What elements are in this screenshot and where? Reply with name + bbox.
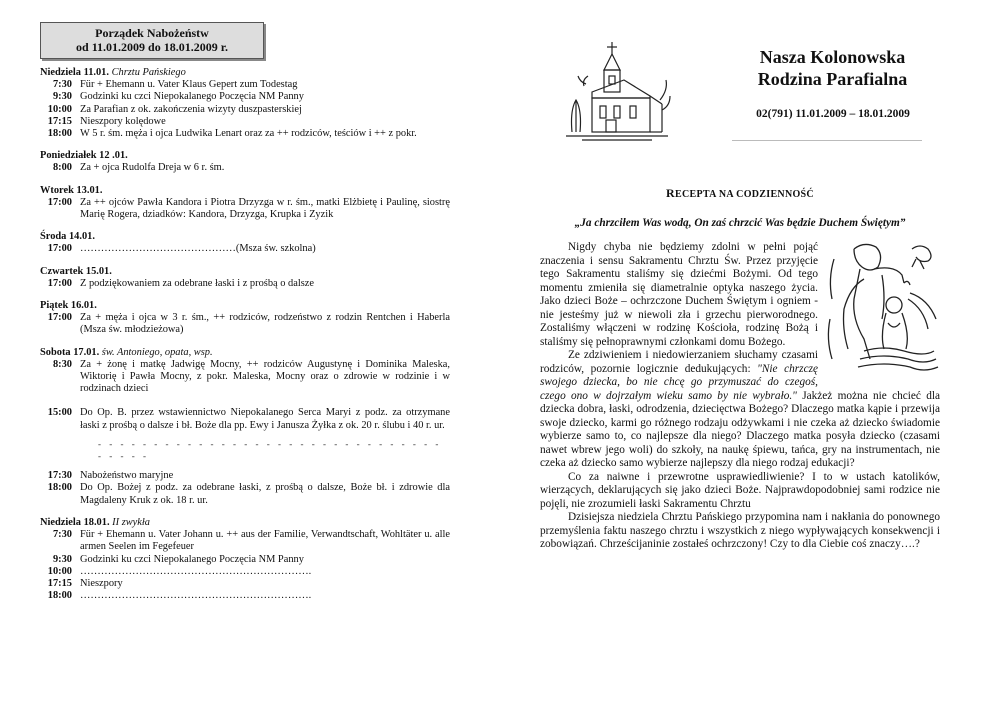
entry-time: 10:00 [47, 103, 72, 115]
entry-intention: Godzinki ku czci Niepokalanego Poczęcia NM Panny [80, 553, 304, 565]
entry-time: 17:00 [47, 196, 72, 208]
day-heading [40, 150, 450, 162]
entry-time: 18:00 [47, 482, 72, 494]
entry-time: 8:00 [52, 162, 72, 174]
schedule-header [40, 22, 264, 59]
schedule-entry [40, 482, 450, 506]
schedule-day [40, 300, 450, 337]
schedule-entry [40, 79, 450, 91]
entry-intention: Nabożeństwo maryjne [80, 470, 174, 482]
schedule-entry [40, 116, 450, 128]
masthead-divider [732, 140, 922, 141]
entry-time: 17:15 [47, 577, 72, 589]
issue-number: 02(791) 11.01.2009 – 18.01.2009 [756, 108, 910, 120]
schedule-entry [40, 128, 450, 140]
day-name: Czwartek 15.01. [40, 265, 112, 277]
entry-time: 7:30 [52, 79, 72, 91]
schedule-entry [40, 104, 450, 116]
schedule-entry [40, 566, 450, 578]
entry-intention: Nieszpory [80, 577, 123, 589]
masthead [540, 40, 940, 160]
entry-time: 8:30 [52, 358, 72, 370]
schedule-entry [40, 312, 450, 336]
schedule-entry [40, 91, 450, 103]
entry-intention: Godzinki ku czci Niepokalanego Poczęcia NM Panny [80, 91, 304, 103]
day-heading [40, 67, 450, 79]
day-name: Niedziela 18.01. [40, 516, 110, 528]
entry-intention: Für + Ehemann u. Vater Johann u. ++ aus der Familie, Verwandtschaft, Wohltäter u. alle armen Seelen im Fegefeuer [80, 529, 450, 553]
schedule-day [40, 185, 450, 222]
day-name: Poniedziałek 12 .01. [40, 150, 128, 162]
entry-intention: Za + żonę i matkę Jadwigę Mocny, ++ rodziców Augustynę i Dominika Maleska, Wiktorię i Pawła Mocny, z pokr. Maleska, Mocny oraz o zdrowie w rodzinie i w rodzinach dzieci [80, 358, 450, 395]
day-name: Wtorek 13.01. [40, 184, 103, 196]
entry-time: 17:30 [47, 470, 72, 482]
entry-intention: Do Op. Bożej z podz. za odebrane łaski, z prośbą o dalsze, Boże bł. i zdrowie dla Magdaleny Kruk z ok. 18 r. ur. [80, 482, 450, 506]
day-name: Środa 14.01. [40, 231, 95, 243]
right-column [540, 40, 940, 552]
liturgical-note: II zwykła [112, 516, 150, 528]
schedule-entry [40, 554, 450, 566]
schedule-entry [40, 578, 450, 590]
day-name: Sobota 17.01. [40, 346, 100, 358]
schedule-day [40, 67, 450, 140]
entry-time: 17:00 [47, 277, 72, 289]
entry-intention: …………………………………………………………. [80, 590, 312, 602]
entry-time: 17:15 [47, 115, 72, 127]
entry-intention: Za + męża i ojca w 3 r. śm., ++ rodziców, rodzeństwo z rodzin Rentchen i Haberla (Msza św. młodzieżowa) [80, 312, 450, 336]
day-heading [40, 231, 450, 243]
schedule-entry [40, 529, 450, 553]
entry-time: 9:30 [52, 91, 72, 103]
entry-time: 17:00 [47, 243, 72, 255]
schedule-day [40, 347, 450, 507]
article-body [540, 241, 940, 552]
schedule-day [40, 266, 450, 290]
entry-time: 10:00 [47, 565, 72, 577]
entry-intention: ………………………………………(Msza św. szkolna) [80, 243, 316, 255]
entry-time: 7:30 [52, 529, 72, 541]
entry-time: 9:30 [52, 553, 72, 565]
schedule-day [40, 150, 450, 174]
schedule-entry [40, 197, 450, 221]
paragraph-3: Co za naiwne i przewrotne usprawiedliwienie? I to w ustach katolików, wierzących, deklarujących się jako dzieci Boże. Najprawdopodobniej sami rodzice nie pojęli, nie zrozumieli łaski Sakramentu Chrztu [540, 470, 940, 510]
section-title: RECEPTA NA CODZIENNOŚĆ [666, 186, 814, 200]
schedule-day [40, 517, 450, 602]
dashed-divider: - - - - - - - - - - - - - - - - - - - - - - - - - - - - - - - - - - - - [98, 438, 442, 462]
schedule-entry [40, 395, 450, 407]
paragraph-2: Ze zdziwieniem i niedowierzaniem słuchamy czasami rodziców, pozornie logicznie dedukujących: "Nie chrzczę swojego dziecka, bo nie chcę go przymuszać do czegoś, czego ono w dojrzałym wieku samo by nie wybrało." Jakżeż można nie chcieć dla dziecka dobra, łaski, odrodzenia, dziecięctwa Bożego? Dlaczego matka kąpie i przewija swoje dziecko, karmi go różnego rodzaju odżywkami i nie czeka aż dziecko świadomie wybierze samo to, co najlepsze dla niego? Dlaczego matka posyła dziecko (czasami nawet wbrew jego woli) do szkoły, na naukę śpiewu, tańca, gry na instrumentach, nie czeka aż dziecko samo wybierze najlepszy dla niego rodzaj edukacji? [540, 349, 940, 469]
day-name: Niedziela 11.01. [40, 67, 109, 78]
entry-intention: Z podziękowaniem za odebrane łaski i z prośbą o dalsze [80, 277, 314, 289]
schedule-days [40, 67, 450, 602]
scripture-quote: „Ja chrzciłem Was wodą, On zaś chrzcić Was będzie Duchem Świętym” [574, 217, 906, 229]
schedule-entry [40, 278, 450, 290]
schedule-entry [40, 407, 450, 431]
day-heading [40, 185, 450, 197]
entry-time: 15:00 [47, 407, 72, 419]
schedule-title: Porządek Nabożeństw [95, 26, 209, 40]
church-drawing-icon [562, 40, 672, 150]
schedule-entry [40, 470, 450, 482]
liturgical-note: św. Antoniego, opata, wsp. [101, 346, 213, 358]
schedule-entry [40, 162, 450, 174]
entry-time: 18:00 [47, 590, 72, 602]
schedule-range: od 11.01.2009 do 18.01.2009 r. [76, 40, 228, 54]
day-heading [40, 347, 450, 359]
entry-intention: Nieszpory kolędowe [80, 115, 166, 127]
entry-intention: Für + Ehemann u. Vater Klaus Gepert zum Todestag [80, 79, 298, 91]
paragraph-1: Nigdy chyba nie będziemy zdolni w pełni pojąć znaczenia i sensu Sakramentu Chrztu Św. Przez przyjęcie tego Sakramentu staliśmy się dziećmi Bożymi. Od tego momentu zmieniła się diametralnie optyka naszego życia. Jako dzieci Boże – ochrzczone Duchem Świętym i ogniem - nie jesteśmy już w niewoli zła i grzechu pierworodnego. Zostaliśmy włączeni w rodzinę Kościoła, rodzinę Bożą i staliśmy się pełnoprawnymi członkami domu Bożego. [540, 241, 818, 348]
entry-time: 18:00 [47, 128, 72, 140]
liturgical-note: Chrztu Pańskiego [111, 67, 186, 78]
schedule-entry [40, 359, 450, 396]
mass-schedule [40, 22, 450, 602]
schedule-day [40, 231, 450, 255]
day-heading [40, 266, 450, 278]
entry-intention: …………………………………………………………. [80, 565, 312, 577]
entry-intention: Do Op. B. przez wstawiennictwo Niepokalanego Serca Maryi z podz. za otrzymane łaski z prośbą o dalsze i bł. Boże dla pp. Ewy i Janusza Żyłka z ok. 20 r. ślubu i 40 r. ur. [80, 407, 450, 431]
day-heading [40, 300, 450, 312]
paragraph-4: Dzisiejsza niedziela Chrztu Pańskiego przypomina nam i nakłania do ponownego przemyślenia faktu naszego chrztu i wszystkich z niego wypływających konsekwencji i zobowiązań. Chrześcijaninie zostałeś ochrzczony! Czy to dla Ciebie coś znaczy….? [540, 511, 940, 550]
entry-intention: W 5 r. śm. męża i ojca Ludwika Lenart oraz za ++ rodziców, teściów i ++ z pokr. [80, 128, 417, 140]
entry-intention: Za Parafian z ok. zakończenia wizyty duszpasterskiej [80, 103, 302, 115]
day-heading [40, 517, 450, 529]
schedule-entry [40, 590, 450, 602]
newsletter-title: Nasza Kolonowska Rodzina Parafialna [757, 47, 908, 89]
entry-intention: Za ++ ojców Pawła Kandora i Piotra Drzyzga w r. śm., matki Elżbietę i Paulinę, siostrę Marię Rogera, dziadków: Kandora, Drzyzga, Krupka i Zyzik [80, 196, 450, 221]
baptism-drawing-icon [824, 239, 942, 379]
day-name: Piątek 16.01. [40, 300, 97, 312]
schedule-entry [40, 243, 450, 255]
entry-intention: Za + ojca Rudolfa Dreja w 6 r. śm. [80, 162, 225, 174]
entry-time: 17:00 [47, 312, 72, 324]
